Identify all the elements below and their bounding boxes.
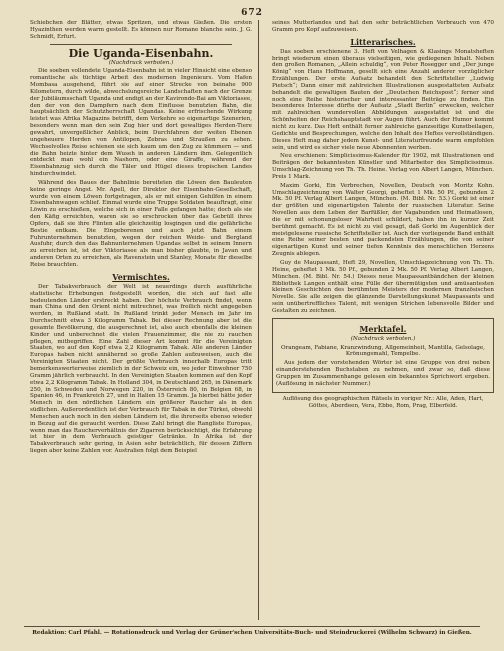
miscellaneous-heading: Vermischtes. bbox=[112, 271, 170, 282]
maupassant-review: Guy de Maupassant, Heft 29, Novellen, Umschlagzeichnung von Th. Th. Heine, geheftet 1 Mk. 50 Pf., gebunden 2 Mk. 50 Pf. Verlag Albert Langen, München. (M. Bibl. Nr. 54.) Dieses neue Maupassantbändchen der kleinen Bibliothek Langen enthält eine Fülle der übermütigsten und amüsantesten kleinen Geschichten des berühmten Meisters der modernen französischen Novelle. Sie alle zeigen die glänzende Darstellungskunst Maupassants und sein unübertreffliches Talent, mit wenigen Strichen lebensvolle Bilder und Gestalten zu zeichnen. bbox=[272, 260, 494, 314]
uganda-article-heading: Die Uganda-Eisenbahn. bbox=[68, 46, 214, 60]
monatshefte-review: Das soeben erschienene 3. Heft von Velhagen & Klasings Monatsheften bringt wiederum einen überaus vielseitigen, wie gediegenen Inhalt. Neben den großen Romanen, „Allein schuldig“, von Peter Rosegger und „Der junge König“ von Hans Hoffmann, gesellt sich eine Anzahl anderer vorzüglicher Erzählungen. Der erste Aufsatz behandelt den Schriftsteller „Ludwig Pietsch“; Dann einer mit zahlreichen Illustrationen ausgestatteten Aufsatz behandelt die gewaltigen Bauten der „Deutschen Reichspost“; ferner sind noch eine Reihe historischer und interessanter Beiträge zu finden. Ein besonderes Interesse dürfte der Aufsatz „Stadt Berlin“ erwecken, welcher mit zahlreichen wundervollen Abbildungen ausgestattet ist und die Schönheiten der Reichshauptstadt vor Augen führt. Auch der Humor kommt nicht zu kurz. Das Heft enthält ferner zahlreiche ganzseitige Kunstbeilagen, Gedichte und Besprechungen, welche den Inhalt des Heftes vervollständigen. Dieses Heft mag daher jedem Kunst- und Literaturfreunde warm empfohlen sein, und wird es sicher viele neue Abonnenten werben. bbox=[272, 48, 494, 151]
tobacco-paragraph-continued: seines Mutterlandes und hat den sehr beträchtlichen Verbrauch von 470 Gramm pro Kopf aufzuweisen. bbox=[272, 20, 494, 33]
gorki-review: Maxim Gorki, Ein Verbrechen, Novellen, Deutsch von Moritz Kohn. Umschlagzeichnung von Walter Georgi, geheftet 1 Mk. 50 Pf., gebunden 2 Mk. 50 Pf. Verlag Albert Langen, München. (M. Bibl. Nr. 53.) Gorki ist einer der größten und eigenartigsten Talente der russischen Literatur. Seine Novellen aus dem Leben der Barfüßler, der Vagabunden und Heimatlosen, die er mit schonungsloser Wahrheit schildert, haben ihn in kurzer Zeit berühmt gemacht. Es ist nicht zu viel gesagt, daß Gorki im Augenblick der meistgelesene russische Schriftsteller ist. Auch der vorliegende Band enthält eine Reihe seiner besten und packendsten Erzählungen, die von seiner eigenartigen Kunst und seiner tiefen Kenntnis des menschlichen Herzens Zeugnis ablegen. bbox=[272, 182, 494, 258]
uganda-paragraph-2: Während des Baues der Bahnlinie bereiteten die Löwen den Bauleuten keine geringe Angst. Mr. Apell, der Direktor der Eisenbahn-Gesellschaft, wurde von einem Löwen fortgetragen, als er mit einigen Gehilfen in einem Eisenbahnwagen schlief. Einmal wurde eine Truppe Soldaten beauftragt, eine Löwin zu erschießen, welche sich in einer Falle gefangen hatte; doch als sie den Käfig erreichten, waren sie so erschrocken über das Gebrüll ihres Opfers, daß sie ihre Flinten alle gleichzeitig losgingen und die gefährliche Bestie entkam. Die Eingeborenen und auch jetzt Bahn einem Fuhrunternehmen benutzten, wegen der reichen Weide- und Bergland Ausfuhr, durch den das Bahnunternehmen Ugandas selbst in seinem Innern zu erreichen ist, ist der Viktoriasee als man bisher glaubte, in Javan und anderen Orten zu erreichen, als Ravenstein und Stanley, Monate für dieselbe Reise brauchten. bbox=[30, 179, 252, 268]
right-column bbox=[272, 20, 494, 411]
section-divider bbox=[50, 44, 232, 45]
puzzle-heading: Merktafel. bbox=[359, 323, 407, 334]
left-column bbox=[30, 20, 252, 457]
publisher-footer: Redaktion: Carl Pfahl. — Rotationsdruck und Verlag der Grüner'schen Universitäts-Buch- und Steindruckerei (Wilhelm Schwarz) in Gießen. bbox=[24, 626, 480, 636]
puzzle-box bbox=[272, 318, 494, 393]
reprint-notice: (Nachdruck verboten.) bbox=[108, 59, 174, 66]
tobacco-paragraph: Der Tabakverbrauch der Welt ist neuerdings durch ausführliche statistische Erhebungen festgestellt worden, die sich auf fast alle bedeutenden Länder erstreckt haben. Der höchste Verbrauch findet, wenn man China und den Orient nicht mitrechnet, was freilich nicht angegeben werden, in Rußland statt. In Rußland trinkt jeder Mensch im Jahr im Durchschnitt etwa 3 Kilogramm Tabak. Bei dieser Rechnung aber ist die gesamte Bevölkerung, die ausgerechnet ist, also auch ebenfalls die kleinen Kinder und unberechnet die vielen Frauenzimmer, die nie zu rauchen pflegen, mitbegriffen. Eine Zahl dieser Art kommt für die Vereinigten Staaten, wo auf den Kopf etwa 2,2 Kilogramm Tabak. Alle anderen Länder Europas haben nicht annähernd so große Zahlen aufzuweisen, auch die Vereinigten Staaten nicht. Der größte Verbrauch innerhalb Europas tritt bemerkenswerterweise ziemlich in der Schweiz ein, wo jeder Einwohner 750 Gramm jährlich verbraucht. In den Vereinigten Staaten kommen auf den Kopf etwa 2,2 Kilogramm Tabak. In Holland 304, in Deutschland 265, in Dänemark 250, in Schweden und Norwegen 220, in Österreich 80, in Belgien 68, in Spanien 46, in Frankreich 27, und in Italien 15 Gramm. Ja hierbei hätte jeder Mensch in den nördlichen Ländern ein größerer Raucher als in den südlichen. Außerordentlich ist der Verbrauch für Tabak in der Türkei, obwohl Menschen auch noch in den sieben Ländern ist, die ihrerseits ebenso wieder in Bezug auf die geraucht werden. Diese Zahl bringt die Rangliste Europas, wenn man das Raucherverhältnis der Zigarren berücksichtigt, die Erfahrung ist hier in dem Verbrauch geistiger Getränke. In Afrika ist der Tabakverbrauch sehr gering, in Asien sehr beträchtlich, für dessen Ziffern liegen aber keine Zahlen vor. Australien folgt dem Beispiel bbox=[30, 283, 252, 455]
column-divider bbox=[258, 20, 259, 620]
page-number: 672 bbox=[241, 8, 263, 18]
gardening-paragraph: Schiebchen der Blätter, etwas Spritzen, und etwas Gießen. Die ersten Hyazinthen werden warm gestellt. Es können nur Romane blanche sein. J. G. Schmidt, Erfurt. bbox=[30, 20, 252, 40]
literary-heading: Litterarisches. bbox=[350, 36, 416, 47]
puzzle-reprint-notice: (Nachdruck verboten.) bbox=[350, 335, 416, 342]
puzzle-solution: Auflösung des geographischen Rätsels in voriger Nr.: Alle, Aden, Hart, Göttes, Aberdeen, Vera, Ebbe, Rom, Prag, Elberfeld. bbox=[282, 395, 484, 409]
puzzle-words: Orangeam, Fabiane, Kranzwindung, Allgemeinheit, Mantilla, Gelsolage, Krönungsmahl, Tempelbe. bbox=[281, 344, 485, 358]
uganda-paragraph-1: Die soeben vollendete Uganda-Eisenbahn ist in vieler Hinsicht eine ebenso romantische als tüchtige Arbeit des modernen Ingenieurs. Vom Hafen Mombasa ausgehend, führt sie auf einer Strecke von beinahe 900 Kilometern, durch wilde, abwechslungsreiche Landschaften nach der Grenze der Jubiläumsschaft Uganda und endigt an der Kavirondo-Bai am Viktoriasee, den der von den Dampfern nach dem Einflusse benutzten Bahn, die hauptsächlich der Schutzherrschaft Ugandas. Keine erfrischende Wirkung leistet was Afrika Magazins betrifft, dem Verkehre so eigenartige Szenerien, besonders wenn man den sein Zug hier und dort gewaltiges Herden-Tiere gewahrt, unvergeßlicher Anblick, beim Durchfahren der weiten Ebenen ungeheuere Herden von Antilopen, Zebras und Straußen zu sehen. Wechselvolles Reise schienen sie sich kaum um den Zug zu kümmern — und die Bahn heizte hinter dem Wuseh in anderen Ländern ihm. Gelegentlich entdeckt man wohl ein Nashorn, oder eine Giraffe, während der Eisenbahnzug sich durch die Täler und Hügel dieses tropischen Landes hindurchwindet. bbox=[30, 68, 252, 178]
puzzle-instructions: Aus jedem der vorstehenden Wörter ist eine Gruppe von drei neben einanderstehenden Buchstaben zu nehmen, und zwar so, daß diese Gruppen im Zusammenhange gelesen ein bekanntes Sprichwort ergeben. (Auflösung in nächster Nummer.) bbox=[276, 360, 490, 387]
simplicissimus-review: Neu erschienen: Simplicissimus-Kalender für 1902, mit Illustrationen und Beiträgen der bekanntesten Künstler und Mitarbeiter des Simplicissimus. Umschlag-Zeichnung von Th. Th. Heine. Verlag von Albert Langen, München. Preis 1 Mark. bbox=[272, 153, 494, 180]
